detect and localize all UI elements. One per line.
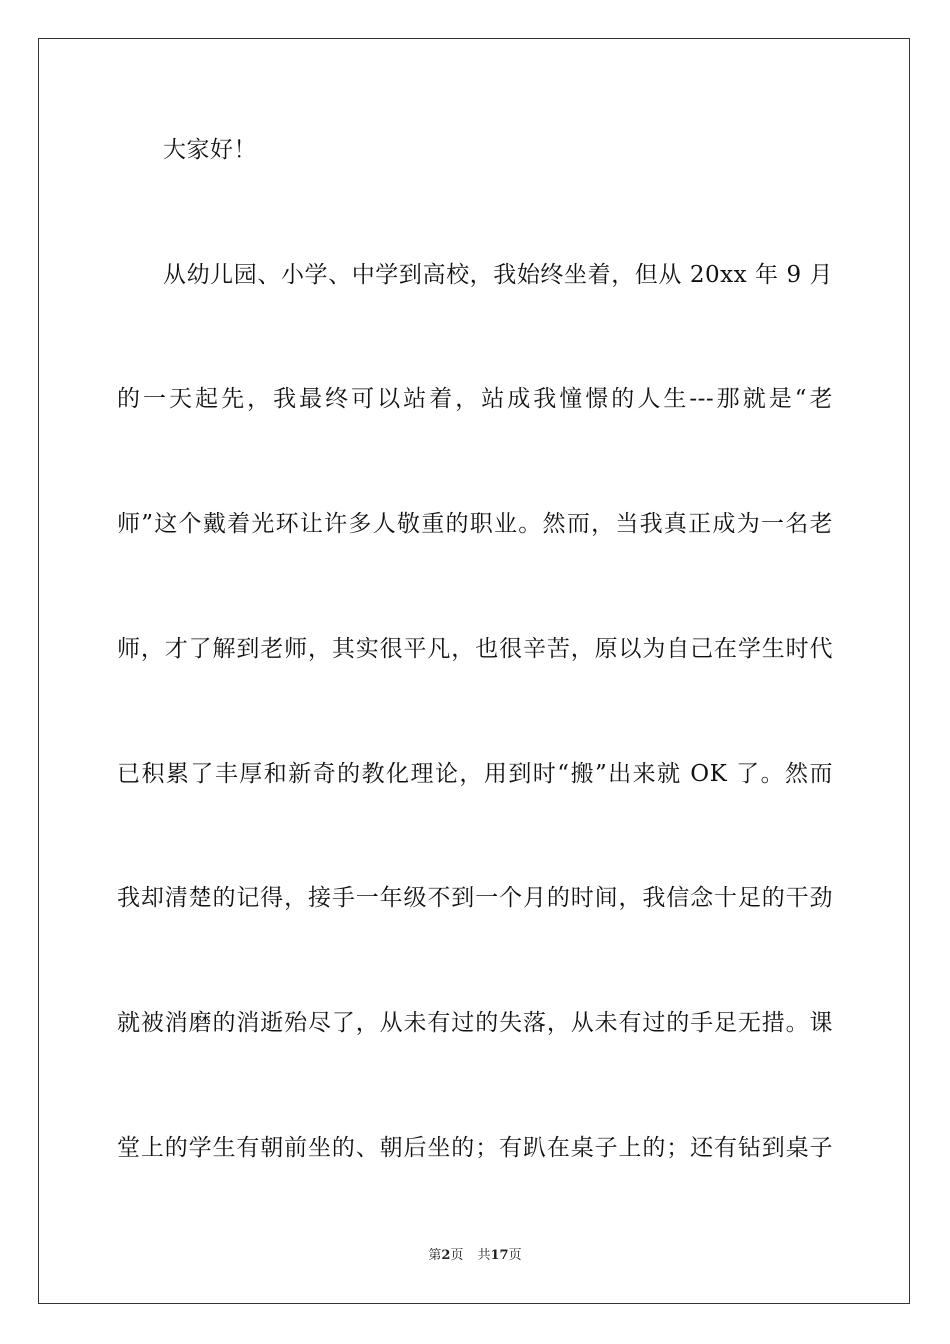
page-footer	[0, 1247, 950, 1265]
page-suffix: 页	[450, 1248, 464, 1263]
page-border	[38, 38, 910, 1304]
total-pages: 17	[490, 1248, 509, 1263]
paragraph-line-1: 从幼儿园、小学、中学到高校，我始终坐着，但从 20xx 年 9 月	[163, 262, 833, 288]
paragraph-line-3: 师”这个戴着光环让许多人敬重的职业。然而，当我真正成为一名老	[117, 511, 833, 537]
greeting-text: 大家好！	[163, 137, 257, 163]
paragraph-line-4: 师，才了解到老师，其实很平凡，也很辛苦，原以为自己在学生时代	[117, 636, 833, 662]
page-number: 2	[441, 1248, 451, 1263]
page-prefix: 第	[428, 1248, 442, 1263]
paragraph-line-7: 就被消磨的消逝殆尽了，从未有过的失落，从未有过的手足无措。课	[117, 1010, 833, 1036]
paragraph-line-2: 的一天起先，我最终可以站着，站成我憧憬的人生---那就是“老	[117, 386, 833, 412]
paragraph-line-8: 堂上的学生有朝前坐的、朝后坐的；有趴在桌子上的；还有钻到桌子	[117, 1135, 833, 1161]
total-prefix: 共	[477, 1248, 491, 1263]
paragraph-line-5: 已积累了丰厚和新奇的教化理论，用到时“搬”出来就 OK 了。然而	[117, 761, 833, 787]
paragraph-line-6: 我却清楚的记得，接手一年级不到一个月的时间，我信念十足的干劲	[117, 885, 833, 911]
total-suffix: 页	[508, 1248, 522, 1263]
